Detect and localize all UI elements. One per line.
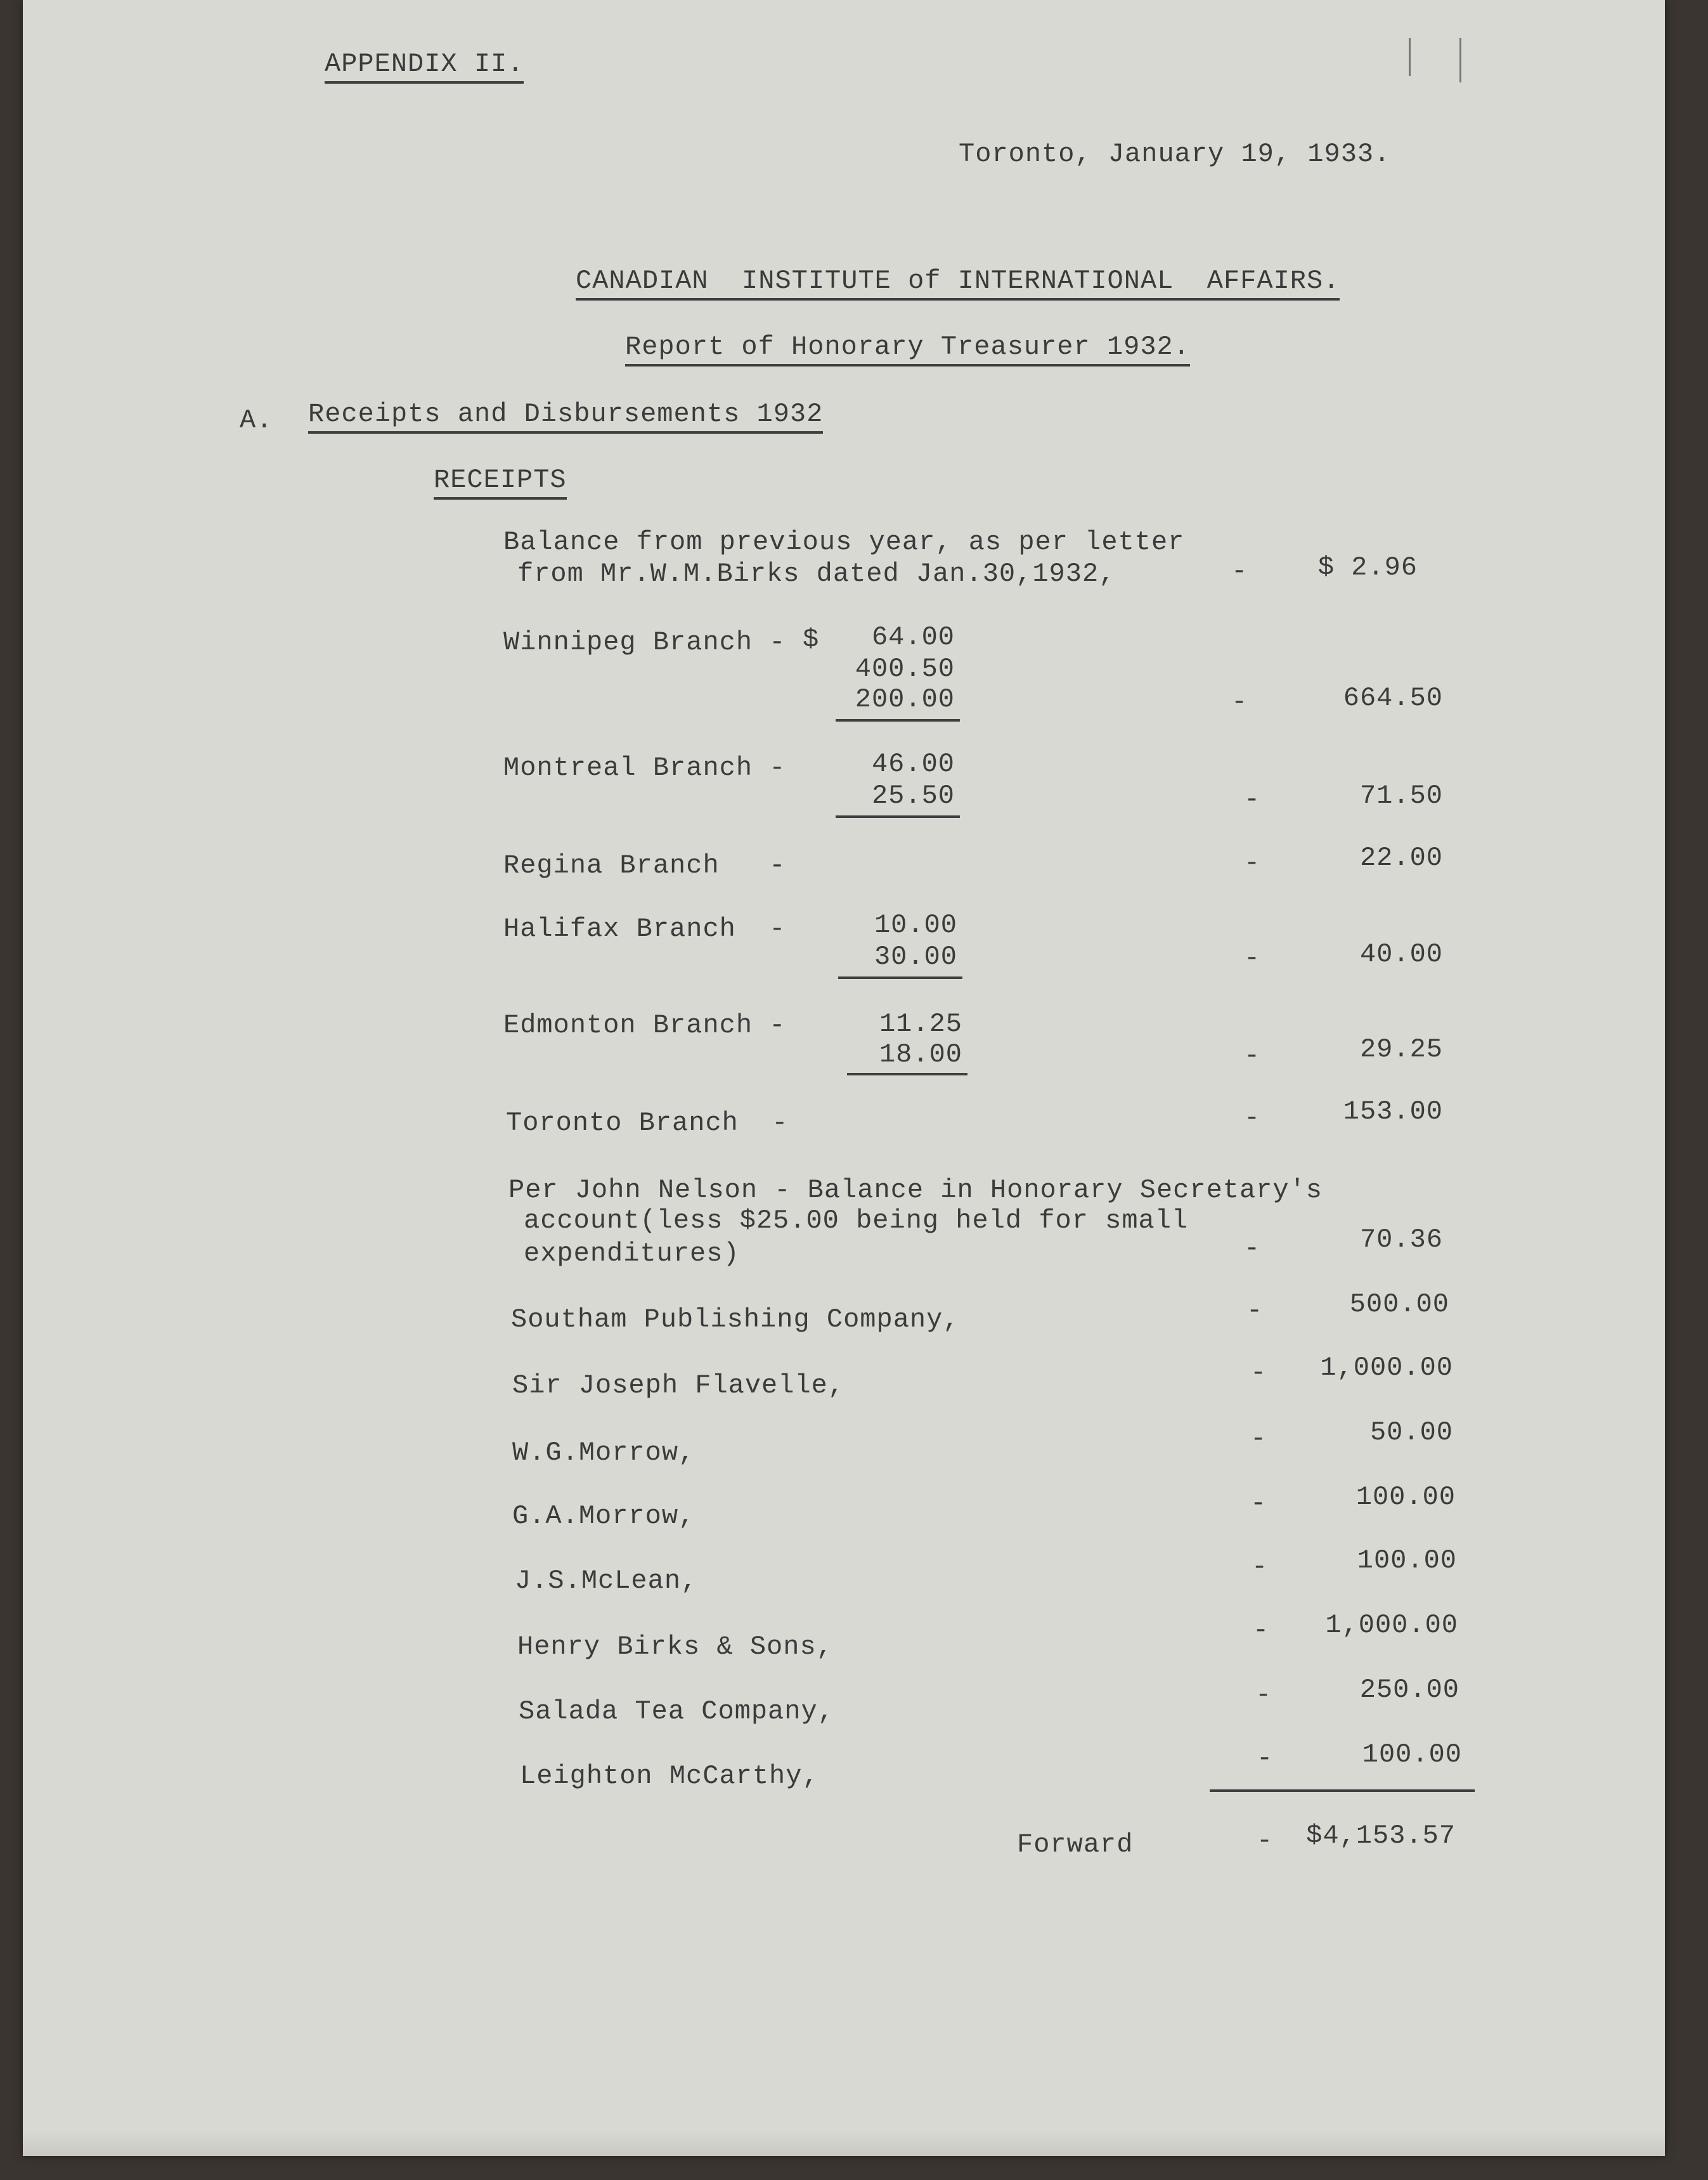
edmonton-sub-2: 18.00 [879,1039,962,1070]
nelson-line-1: Per John Nelson - Balance in Honorary Secretary's [508,1175,1323,1205]
section-title: Receipts and Disbursements 1932 [308,398,823,434]
winnipeg-dash: - [1231,687,1248,717]
southam-dash: - [1246,1295,1264,1326]
edmonton-total: 29.25 [1359,1034,1443,1065]
balance-total: $ 2.96 [1317,552,1418,583]
margin-mark [1409,38,1411,76]
ga-morrow-label: G.A.Morrow, [512,1501,695,1531]
nelson-line-2: account(less $25.00 being held for small [524,1205,1189,1236]
halifax-dash: - [1244,943,1261,973]
halifax-total: 40.00 [1359,939,1443,970]
toronto-dash: - [1244,1103,1261,1133]
ga-morrow-dash: - [1250,1488,1267,1519]
winnipeg-sub-3: 200.00 [855,684,955,715]
place-date: Toronto, January 19, 1933. [959,139,1391,169]
forward-total: $4,153.57 [1306,1820,1456,1851]
nelson-dash: - [1244,1233,1261,1264]
edmonton-sub-1: 11.25 [879,1009,962,1039]
edmonton-dash: - [1244,1041,1261,1071]
salada-label: Salada Tea Company, [519,1696,834,1727]
mclean-total: 100.00 [1357,1545,1457,1576]
southam-label: Southam Publishing Company, [511,1304,960,1335]
mclean-dash: - [1252,1552,1269,1582]
balance-dash: - [1231,556,1248,587]
birks-dash: - [1253,1615,1270,1645]
birks-label: Henry Birks & Sons, [517,1632,833,1662]
southam-total: 500.00 [1349,1289,1449,1320]
winnipeg-total: 664.50 [1343,683,1443,713]
balance-line-1: Balance from previous year, as per letter [503,527,1185,557]
balance-line-2: from Mr.W.M.Birks dated Jan.30,1932, [517,559,1116,589]
winnipeg-sub-2: 400.50 [855,654,955,684]
halifax-subtotal-rule [838,976,962,979]
wg-morrow-label: W.G.Morrow, [512,1437,695,1468]
wg-morrow-total: 50.00 [1369,1417,1453,1448]
section-letter: A. [240,405,273,436]
edmonton-subtotal-rule [847,1073,967,1075]
organization-title: CANADIAN INSTITUTE of INTERNATIONAL AFFAIRS. [576,265,1340,301]
regina-label: Regina Branch - [503,850,786,881]
grand-total-rule [1210,1789,1475,1792]
ga-morrow-total: 100.00 [1355,1482,1456,1512]
montreal-sub-2: 25.50 [871,781,955,811]
mclean-label: J.S.McLean, [515,1566,698,1596]
flavelle-label: Sir Joseph Flavelle, [512,1370,845,1401]
mccarthy-dash: - [1257,1743,1274,1774]
montreal-subtotal-rule [836,815,960,818]
winnipeg-dollar-sign: $ [803,625,820,655]
nelson-total: 70.36 [1359,1224,1443,1255]
montreal-label: Montreal Branch - [503,753,786,783]
toronto-total: 153.00 [1343,1096,1443,1127]
forward-dash: - [1257,1826,1274,1856]
halifax-label: Halifax Branch - [503,914,786,944]
flavelle-total: 1,000.00 [1320,1353,1453,1383]
montreal-total: 71.50 [1359,781,1443,811]
winnipeg-subtotal-rule [836,719,960,722]
mccarthy-label: Leighton McCarthy, [520,1761,819,1791]
margin-mark [1459,38,1461,82]
salada-dash: - [1255,1680,1272,1710]
edmonton-label: Edmonton Branch - [503,1010,786,1041]
montreal-sub-1: 46.00 [871,749,955,779]
regina-dash: - [1244,848,1261,878]
toronto-label: Toronto Branch - [506,1108,789,1138]
salada-total: 250.00 [1359,1675,1459,1705]
halifax-sub-1: 10.00 [874,910,957,940]
receipts-heading: RECEIPTS [434,464,567,500]
birks-total: 1,000.00 [1325,1610,1458,1640]
wg-morrow-dash: - [1250,1424,1267,1454]
winnipeg-sub-1: 64.00 [871,622,955,652]
report-title: Report of Honorary Treasurer 1932. [625,331,1190,367]
forward-label: Forward [1017,1829,1134,1860]
halifax-sub-2: 30.00 [874,942,957,972]
nelson-line-3: expenditures) [524,1238,740,1269]
regina-total: 22.00 [1359,843,1443,873]
document-page [23,0,1665,2156]
flavelle-dash: - [1250,1358,1267,1388]
winnipeg-label: Winnipeg Branch - [503,627,786,658]
montreal-dash: - [1244,784,1261,815]
appendix-label: APPENDIX II. [325,48,524,84]
mccarthy-total: 100.00 [1362,1739,1462,1770]
